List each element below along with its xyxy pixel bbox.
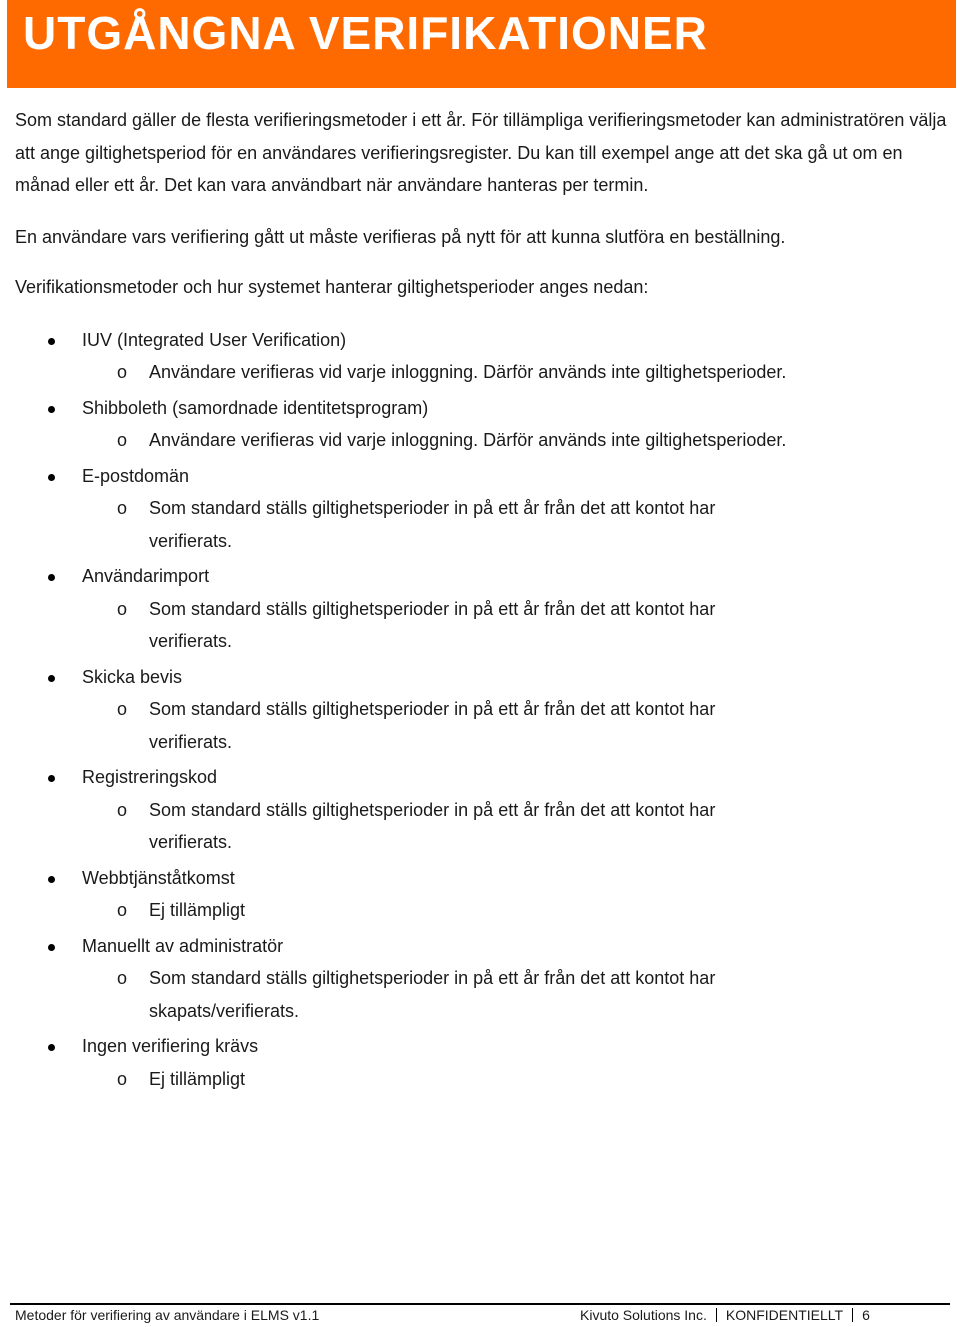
footer-separator xyxy=(852,1308,853,1322)
document-body xyxy=(15,104,950,1098)
bullet-icon xyxy=(48,574,55,581)
method-note xyxy=(82,794,950,859)
sub-bullet-icon: o xyxy=(117,968,128,988)
sub-bullet-icon: o xyxy=(117,430,128,450)
header-band xyxy=(7,0,956,88)
method-name: IUV (Integrated User Verification) xyxy=(82,329,347,350)
method-note xyxy=(82,1063,950,1096)
bullet-icon xyxy=(48,944,55,951)
list-lead-paragraph: Verifikationsmetoder och hur systemet hanterar giltighetsperioder anges nedan: xyxy=(15,277,649,297)
method-name: Ingen verifiering krävs xyxy=(82,1036,259,1056)
method-name: Shibboleth (samordnade identitetsprogram) xyxy=(82,397,429,418)
method-note xyxy=(82,356,950,389)
footer-info xyxy=(580,1306,870,1324)
method-note xyxy=(82,593,950,658)
bullet-icon xyxy=(48,338,55,345)
sub-bullet-icon: o xyxy=(117,498,128,518)
method-note-text: Användare verifieras vid varje inloggning. Därför används inte giltighetsperioder. xyxy=(149,362,787,382)
method-name: Skicka bevis xyxy=(82,666,183,687)
method-note-text: Som standard ställs giltighetsperioder in på ett år från det att kontot har skapats/verifierats. xyxy=(149,968,716,1021)
method-note-text: Som standard ställs giltighetsperioder in på ett år från det att kontot har verifierats. xyxy=(149,598,716,651)
method-note xyxy=(82,894,950,927)
method-note xyxy=(82,962,950,1027)
method-note-text: Som standard ställs giltighetsperioder in på ett år från det att kontot har verifierats. xyxy=(149,799,716,852)
method-name: Manuellt av administratör xyxy=(82,935,284,956)
method-item-registration-code xyxy=(15,761,950,859)
method-item-email-domain xyxy=(15,460,950,558)
sub-bullet-icon: o xyxy=(117,900,128,920)
method-name: Webbtjänståtkomst xyxy=(82,867,235,888)
method-name: Användarimport xyxy=(82,566,210,586)
method-item-shibboleth xyxy=(15,392,950,457)
sub-bullet-icon: o xyxy=(117,1068,128,1089)
sub-bullet-icon: o xyxy=(117,799,128,820)
method-note xyxy=(82,693,950,758)
method-name: E-postdomän xyxy=(82,465,190,486)
bullet-icon xyxy=(48,675,55,682)
sub-bullet-icon: o xyxy=(117,362,128,382)
footer-doc-title: Metoder för verifiering av användare i ELMS v1.1 xyxy=(15,1307,320,1323)
method-item-user-import xyxy=(15,560,950,658)
page-title: UTGÅNGNA VERIFIKATIONER xyxy=(23,7,708,59)
method-item-manual-admin xyxy=(15,930,950,1028)
method-item-iuv xyxy=(15,324,950,389)
method-item-no-verification xyxy=(15,1030,950,1095)
expired-note-paragraph: En användare vars verifiering gått ut måste verifieras på nytt för att kunna slutföra en beställning. xyxy=(15,226,786,247)
method-note-text: Som standard ställs giltighetsperioder in på ett år från det att kontot har verifierats. xyxy=(149,699,716,752)
bullet-icon xyxy=(48,474,55,481)
footer-company: Kivuto Solutions Inc. xyxy=(580,1307,707,1323)
method-item-send-proof xyxy=(15,661,950,759)
footer-separator xyxy=(716,1308,717,1322)
bullet-icon xyxy=(48,1044,55,1051)
bullet-icon xyxy=(48,775,55,782)
method-note-text: Ej tillämpligt xyxy=(149,1068,246,1089)
bullet-icon xyxy=(48,406,55,413)
sub-bullet-icon: o xyxy=(117,699,128,719)
method-note xyxy=(82,492,950,557)
sub-bullet-icon: o xyxy=(117,598,128,619)
method-note-text: Ej tillämpligt xyxy=(149,900,246,920)
footer-confidentiality: KONFIDENTIELLT xyxy=(725,1307,844,1323)
footer-page-number: 6 xyxy=(862,1307,870,1323)
method-item-web-service-access xyxy=(15,862,950,927)
verification-methods-list xyxy=(15,324,950,1096)
footer-divider xyxy=(10,1303,950,1305)
method-note xyxy=(82,424,950,457)
intro-paragraph: Som standard gäller de flesta verifieringsmetoder i ett år. För tillämpliga verifieringsmetoder kan administratören välja att ange giltighetsperiod för en användares verifieringsregister. Du kan till exempel ange att det ska gå ut om en månad eller ett år. Det kan vara användbart när användare hanteras per termin. xyxy=(15,110,947,195)
method-note-text: Användare verifieras vid varje inloggning. Därför används inte giltighetsperioder. xyxy=(149,430,787,450)
method-note-text: Som standard ställs giltighetsperioder in på ett år från det att kontot har verifierats. xyxy=(149,498,716,551)
bullet-icon xyxy=(48,876,55,883)
method-name: Registreringskod xyxy=(82,767,218,787)
